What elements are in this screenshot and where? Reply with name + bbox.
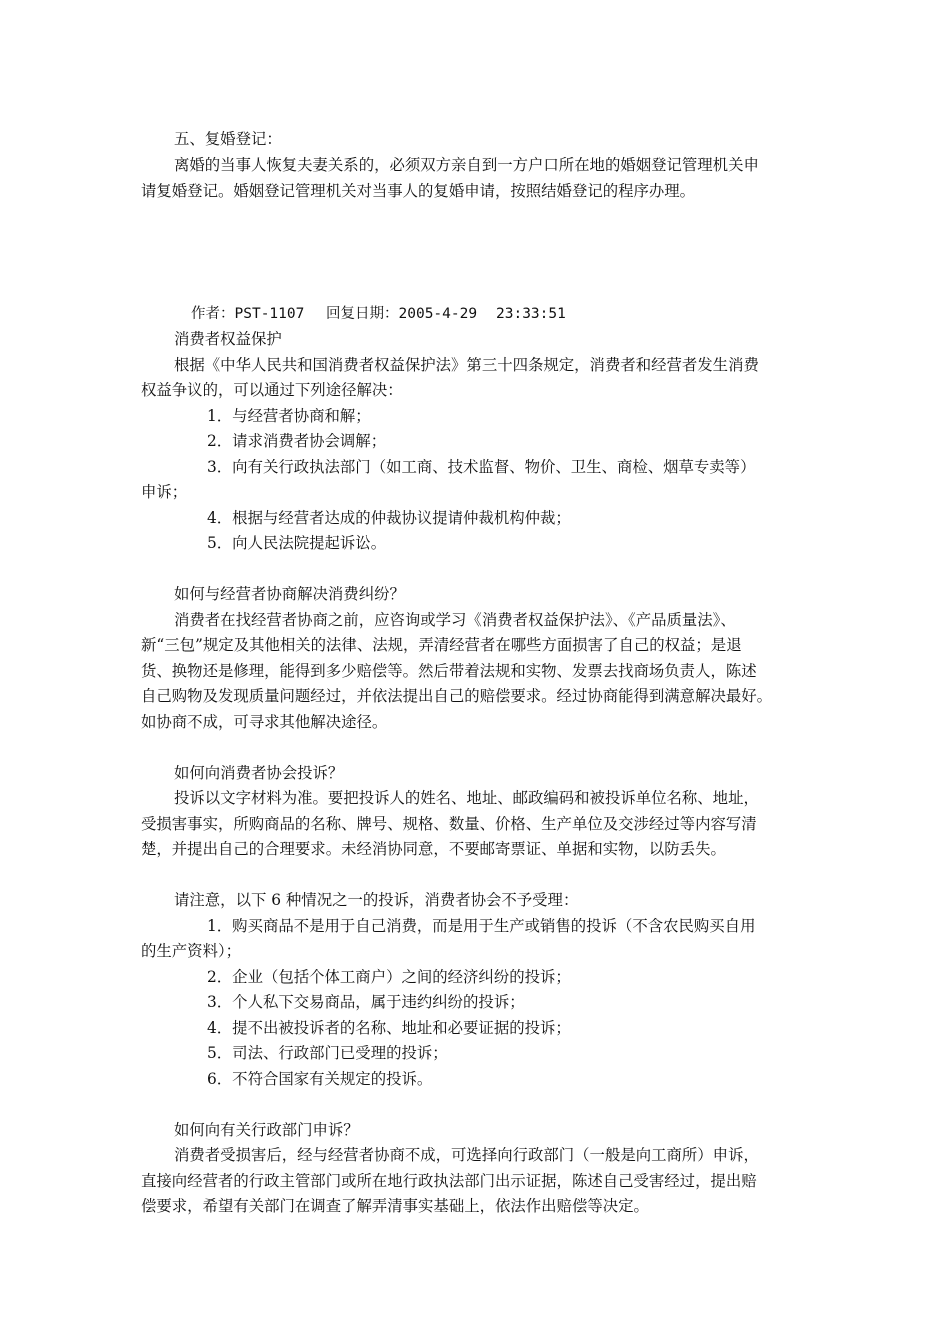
- route-item: 1．与经营者协商和解；: [207, 407, 371, 425]
- answer-line: 楚，并提出自己的合理要求。未经消协同意，不要邮寄票证、单据和实物，以防丢失。: [141, 840, 726, 858]
- route-item: 2．请求消费者协会调解；: [207, 432, 387, 450]
- notice-item: 5．司法、行政部门已受理的投诉；: [207, 1044, 448, 1062]
- answer-line: 消费者受损害后，经与经营者协商不成，可选择向行政部门（一般是向工商所）申诉，: [174, 1146, 759, 1164]
- post-title: 消费者权益保护: [174, 330, 282, 348]
- answer-line: 投诉以文字材料为准。要把投诉人的姓名、地址、邮政编码和被投诉单位名称、地址，: [174, 789, 759, 807]
- post-reply-time: 23:33:51: [496, 306, 566, 322]
- notice-item: 2．企业（包括个体工商户）之间的经济纠纷的投诉；: [207, 968, 571, 986]
- section-five-heading: 五、复婚登记：: [174, 130, 282, 148]
- notice-item: 3．个人私下交易商品，属于违约纠纷的投诉；: [207, 993, 525, 1011]
- question-title: 如何与经营者协商解决消费纠纷？: [174, 585, 405, 603]
- notice-title: 请注意，以下 6 种情况之一的投诉，消费者协会不予受理：: [174, 891, 579, 909]
- answer-line: 受损害事实，所购商品的名称、牌号、规格、数量、价格、生产单位及交涉经过等内容写清: [141, 815, 757, 833]
- post-author: 作者：PST-1107: [191, 306, 305, 322]
- route-item: 5．向人民法院提起诉讼。: [207, 534, 387, 552]
- route-item: 4．根据与经营者达成的仲裁协议提请仲裁机构仲裁；: [207, 509, 571, 527]
- intro-line: 权益争议的，可以通过下列途径解决：: [141, 381, 403, 399]
- answer-line: 货、换物还是修理，能得到多少赔偿等。然后带着法规和实物、发票去找商场负责人，陈述: [141, 662, 757, 680]
- route-item-wrap: 申诉；: [141, 483, 188, 501]
- notice-item-wrap: 的生产资料）；: [141, 942, 242, 960]
- answer-line: 消费者在找经营者协商之前，应咨询或学习《消费者权益保护法》、《产品质量法》、: [174, 611, 736, 629]
- question-title: 如何向有关行政部门申诉？: [174, 1121, 359, 1139]
- notice-item: 6．不符合国家有关规定的投诉。: [207, 1070, 433, 1088]
- answer-line: 新“三包”规定及其他相关的法律、法规，弄清经营者在哪些方面损害了自己的权益；是退: [141, 636, 742, 654]
- answer-line: 如协商不成，可寻求其他解决途径。: [141, 713, 388, 731]
- post-reply-date: 回复日期：2005-4-29: [326, 306, 478, 322]
- answer-line: 直接向经营者的行政主管部门或所在地行政执法部门出示证据，陈述自己受害经过，提出赔: [141, 1172, 757, 1190]
- section-five-line: 请复婚登记。婚姻登记管理机关对当事人的复婚申请，按照结婚登记的程序办理。: [141, 182, 696, 200]
- section-five-line: 离婚的当事人恢复夫妻关系的，必须双方亲自到一方户口所在地的婚姻登记管理机关申: [174, 156, 759, 174]
- route-item: 3．向有关行政执法部门（如工商、技术监督、物价、卫生、商检、烟草专卖等）: [207, 458, 756, 476]
- notice-item: 4．提不出被投诉者的名称、地址和必要证据的投诉；: [207, 1019, 571, 1037]
- intro-line: 根据《中华人民共和国消费者权益保护法》第三十四条规定，消费者和经营者发生消费: [174, 356, 759, 374]
- notice-item: 1．购买商品不是用于自己消费，而是用于生产或销售的投诉（不含农民购买自用: [207, 917, 756, 935]
- answer-line: 偿要求，希望有关部门在调查了解弄清事实基础上，依法作出赔偿等决定。: [141, 1197, 649, 1215]
- question-title: 如何向消费者协会投诉？: [174, 764, 344, 782]
- answer-line: 自己购物及发现质量问题经过，并依法提出自己的赔偿要求。经过协商能得到满意解决最好。: [141, 687, 773, 705]
